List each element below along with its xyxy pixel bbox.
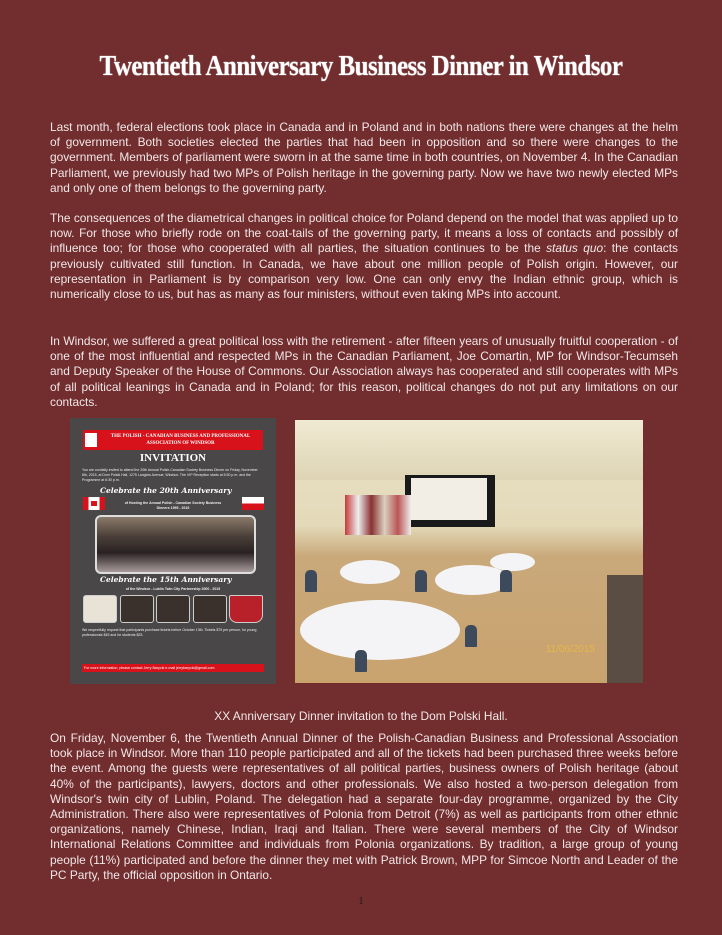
canada-flag-icon [83,497,105,510]
paragraph-windsor-loss: In Windsor, we suffered a great political loss with the retirement - after fifteen years of unusually fruitful cooperation - of one of the most influential and respected MPs in the Canadian Parliament, Joe Comartin, MP for Windsor-Tecumseh and Deputy Speaker of the House of Commons. Our Association always has cooperated and still cooperates with MPs of all political leanings in Canada and in Poland; for this reason, political changes do not put any limitations on our contacts. [50,334,678,409]
thumbnail [83,595,117,623]
invitation-image [70,418,276,684]
chair [415,570,427,592]
table [490,553,535,571]
paragraph-consequences [50,211,678,302]
chair [305,570,317,592]
italic-text: status quo [546,241,604,256]
hall-photo [295,420,643,683]
chair [355,650,367,672]
figure-caption: XX Anniversary Dinner invitation to the Dom Polski Hall. [214,709,508,723]
date-stamp: 11/06/2015 [545,644,595,655]
table [340,560,400,584]
invitation-tickets: We respectfully request that participants purchase tickets before October 13th. Tickets $75 per person, for young professionals $45 and for students $25. [82,628,257,637]
text-run: The consequences of the diametrical changes in political choice for Poland depend on the model that was applied up to now. For those who briefly rode on the coat-tails of the governing party, it means a loss of contacts and possibly of influence too; for those who cooperated with all parties, the situation continues to be the [50,211,678,256]
thumbnail [193,595,227,623]
invitation-sub-15: of the Windsor - Lublin Twin City Partnership 2000 - 2015 [125,587,221,591]
table [435,565,510,595]
invitation-intro: You are cordially invited to attend the 20th Annual Polish-Canadian Society Business Dinner on Friday, November 6th, 2015, at Dom Polski Hall, 1275 Langlois Avenue, Windsor. The VIP Reception starts at 5:30 p.m. and the Programme at 6:30 p.m. [82,468,258,482]
ceiling [295,420,643,480]
counter [607,575,643,683]
paragraph-dinner: On Friday, November 6, the Twentieth Annual Dinner of the Polish-Canadian Business and Professional Association took place in Windsor. More than 110 people participated and all of the tickets had been purchased three weeks before the event. Among the guests were representatives of all political parties, business owners of Polish heritage (about 40% of the participants), lawyers, doctors and other professionals. We also hosted a two-person delegation from Windsor's twin city of Lublin, Poland. The delegation had a separate four-day programme, organized by the City Administration. There also were representatives of Polonia from Detroit (7%) as well as participants from other ethnic organizations, namely Chinese, Indian, Iraqi and Italian. There were several members of the City of Windsor International Relations Committee and individuals from Polonia organizations. By tradition, a large group of young people (11%) participated and before the dinner they met with Patrick Brown, MPP for Simcoe North and Leader of the PC Party, the official opposition in Ontario. [50,731,678,882]
thumbnail [120,595,154,623]
invitation-thumbnails [83,595,263,621]
page-number: 1 [358,896,364,907]
invitation-celebrate-15: Celebrate the 15th Anniversary [100,575,232,584]
invitation-footer: For more information, please contact Jerry Barycki e-mail jerrybarycki@gmail.com [82,664,264,672]
poland-flag-icon [242,497,264,510]
association-logo-icon [85,433,97,447]
table [300,600,460,660]
text-run: : the contacts previously cultivated still function. In Canada, we have about one million people of Polish origin. However, our representation in Parliament is by comparison very low. One can only envy the Indian ethnic group, which is numerically close to us, but has as many as four ministers, without even taking MPs into account. [50,241,678,302]
group-photo [95,515,256,574]
projection-screen [405,475,495,527]
chair [465,625,477,647]
page-title: Twentieth Anniversary Business Dinner in Windsor [99,50,623,82]
banners [345,495,411,535]
chair [500,570,512,592]
thumbnail [156,595,190,623]
invitation-celebrate-20: Celebrate the 20th Anniversary [100,486,232,495]
paragraph-elections: Last month, federal elections took place in Canada and in Poland and in both nations there were changes at the helm of government. Both societies elected the parties that had been in opposition and so there were changes to the government. Members of parliament were sworn in at the same time in both countries, on November 4. In the Canadian Parliament, we previously had two MPs of Polish heritage in the governing party. Now we have two newly elected MPs and only one of them belongs to the governing party. [50,120,678,195]
invitation-header-text: THE POLISH - CANADIAN BUSINESS AND PROFESSIONAL ASSOCIATION OF WINDSOR [110,434,251,446]
thumbnail [229,595,263,623]
invitation-header [83,430,263,450]
invitation-title: INVITATION [139,452,207,464]
invitation-sub-20: of Hosting the Annual Polish - Canadian Society Business Dinners 1995 - 2015 [124,501,222,510]
